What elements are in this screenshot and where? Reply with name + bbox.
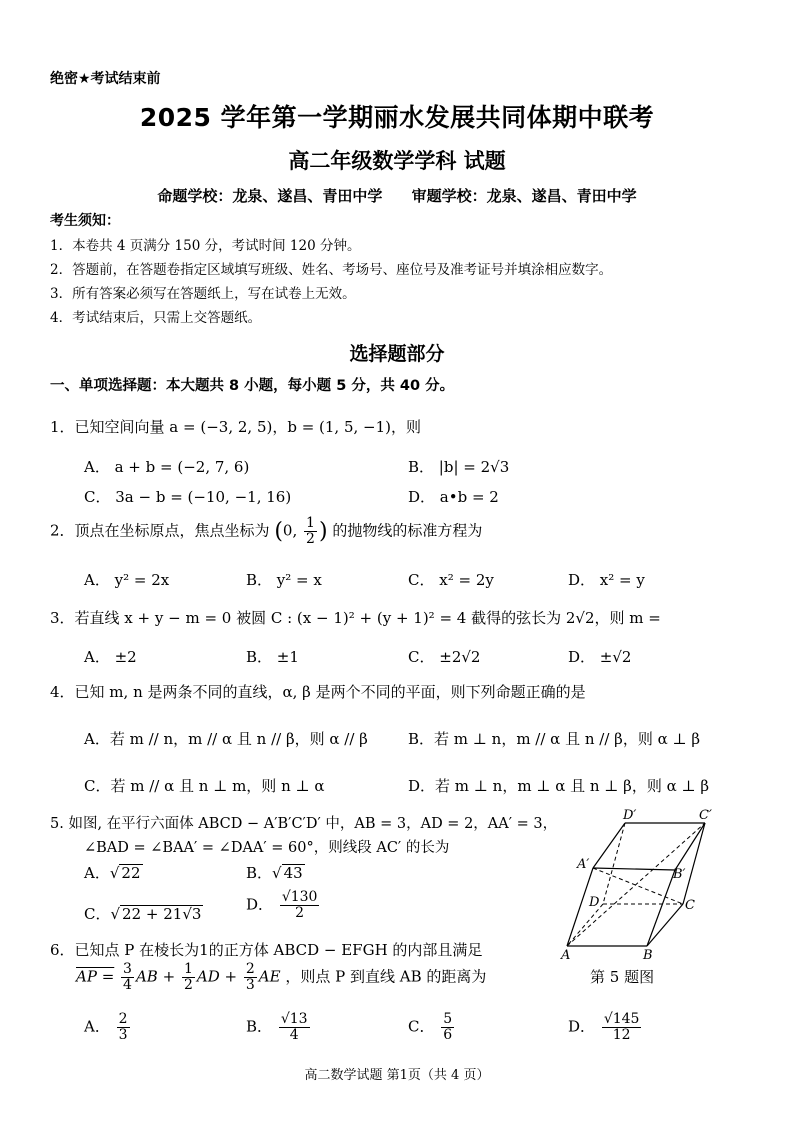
q4-stem: 4．已知 m, n 是两条不同的直线，α, β 是两个不同的平面，则下列命题正确的是: [50, 683, 586, 701]
q2-stem-post: 的抛物线的标准方程为: [332, 521, 483, 540]
q2-option-c: C． x² = 2y: [408, 571, 494, 589]
q3-stem: 3．若直线 x + y − m = 0 被圆 C : (x − 1)² + (y + 1)² = 4 截得的弦长为 2√2，则 m =: [50, 609, 661, 627]
exam-title: 2025 学年第一学期丽水发展共同体期中联考: [139, 103, 655, 132]
vertex-label-c-prime: C′: [699, 808, 712, 823]
setter-school: 命题学校：龙泉、遂昌、青田中学: [157, 187, 383, 205]
q2-stem-pre: 2．顶点在坐标原点，焦点坐标为: [50, 521, 270, 540]
q6-option-d: D． $\frac{√145}{12}$: [568, 1011, 640, 1043]
parallelepiped-figure: [555, 808, 725, 963]
page-footer: 高二数学试题 第1页（共 4 页）: [304, 1068, 490, 1083]
q4-option-c: C．若 m // α 且 n ⊥ m，则 n ⊥ α: [84, 777, 325, 795]
vertex-label-c: C: [685, 898, 695, 913]
q2-option-d: D． x² = y: [568, 571, 645, 589]
part-title: 一、单项选择题：本大题共 8 小题，每小题 5 分，共 40 分。: [50, 378, 455, 394]
q2-option-a: A． y² = 2x: [84, 571, 170, 589]
vertex-label-a: A: [561, 948, 571, 963]
school-info: [0, 185, 794, 206]
notice-item: 3．所有答案必须写在答题纸上，写在试卷上无效。: [50, 286, 356, 302]
q5-option-d: D． $\frac{√130}{2}$: [246, 889, 318, 921]
q6-option-c: C． $\frac{5}{6}$: [408, 1011, 453, 1043]
q5-option-a: A．√ 22: [84, 864, 141, 882]
q3-option-a: A． ±2: [84, 648, 137, 666]
q4-option-a: A．若 m // n，m // α 且 n // β，则 α // β: [84, 730, 368, 748]
notice-heading: 考生须知：: [50, 213, 120, 229]
q2-focus-x: 0,: [282, 521, 298, 540]
q5-stem-line2: ∠BAD = ∠BAA′ = ∠DAA′ = 60°，则线段 AC′ 的长为: [84, 840, 450, 856]
q5-option-b: B．√ 43: [246, 864, 303, 882]
q1-stem: 1．已知空间向量 a = (−3, 2, 5)，b = (1, 5, −1)，则: [50, 418, 422, 436]
vertex-label-a-prime: A′: [577, 857, 590, 872]
q3-option-b: B． ±1: [246, 648, 299, 666]
q3-option-c: C． ±2√2: [408, 648, 481, 666]
q4-option-d: D．若 m ⊥ n，m ⊥ α 且 n ⊥ β，则 α ⊥ β: [408, 777, 710, 795]
reviewer-school: 审题学校：龙泉、遂昌、青田中学: [411, 187, 637, 205]
q5-stem-line1: 5. 如图, 在平行六面体 ABCD − A′B′C′D′ 中，AB = 3，AD = 2，AA′ = 3，: [50, 816, 558, 832]
notice-item: 4．考试结束后，只需上交答题纸。: [50, 310, 262, 326]
q6-option-b: B． $\frac{√13}{4}$: [246, 1011, 308, 1043]
vertex-label-b-prime: B′: [673, 867, 686, 882]
q2-stem: 2．顶点在坐标原点，焦点坐标为 (0, $\frac{1}{2}$ ) 的抛物线的标准方程为: [50, 515, 483, 547]
q5-option-c: C．√ 22 + 21√3: [84, 905, 202, 923]
q6-option-a: A． $\frac{2}{3}$: [84, 1011, 128, 1043]
q1-option-c: C． 3a − b = (−10, −1, 16): [84, 488, 292, 506]
vertex-label-d: D: [589, 895, 600, 910]
figure-caption: 第 5 题图: [590, 968, 655, 986]
q6-vector-equation: AP = $\frac{3}{4}$ AB + $\frac{1}{2}$ AD + $\frac{2}{3}$ AE ，则点 P 到直线 AB 的距离为: [76, 961, 487, 993]
section-title: 选择题部分: [349, 343, 445, 365]
q1-option-d: D． a•b = 2: [408, 488, 499, 506]
notice-item: 2．答题前，在答题卷指定区域填写班级、姓名、考场号、座位号及准考证号并填涂相应数字。: [50, 262, 613, 278]
q1-option-a: A． a + b = (−2, 7, 6): [84, 458, 250, 476]
vertex-label-d-prime: D′: [623, 808, 637, 823]
q2-option-b: B． y² = x: [246, 571, 322, 589]
q2-focus-fraction: $\frac{1}{2}$: [306, 515, 315, 547]
notice-item: 1．本卷共 4 页满分 150 分，考试时间 120 分钟。: [50, 238, 361, 254]
vertex-label-b: B: [643, 948, 653, 963]
exam-subtitle: 高二年级数学学科 试题: [288, 149, 506, 173]
q4-option-b: B．若 m ⊥ n，m // α 且 n // β，则 α ⊥ β: [408, 730, 701, 748]
confidential-mark: 绝密★考试结束前: [50, 71, 161, 87]
q6-stem-line1: 6．已知点 P 在棱长为1的正方体 ABCD − EFGH 的内部且满足: [50, 941, 483, 959]
q3-option-d: D． ±√2: [568, 648, 632, 666]
q1-option-b: B． |b| = 2√3: [408, 458, 510, 476]
